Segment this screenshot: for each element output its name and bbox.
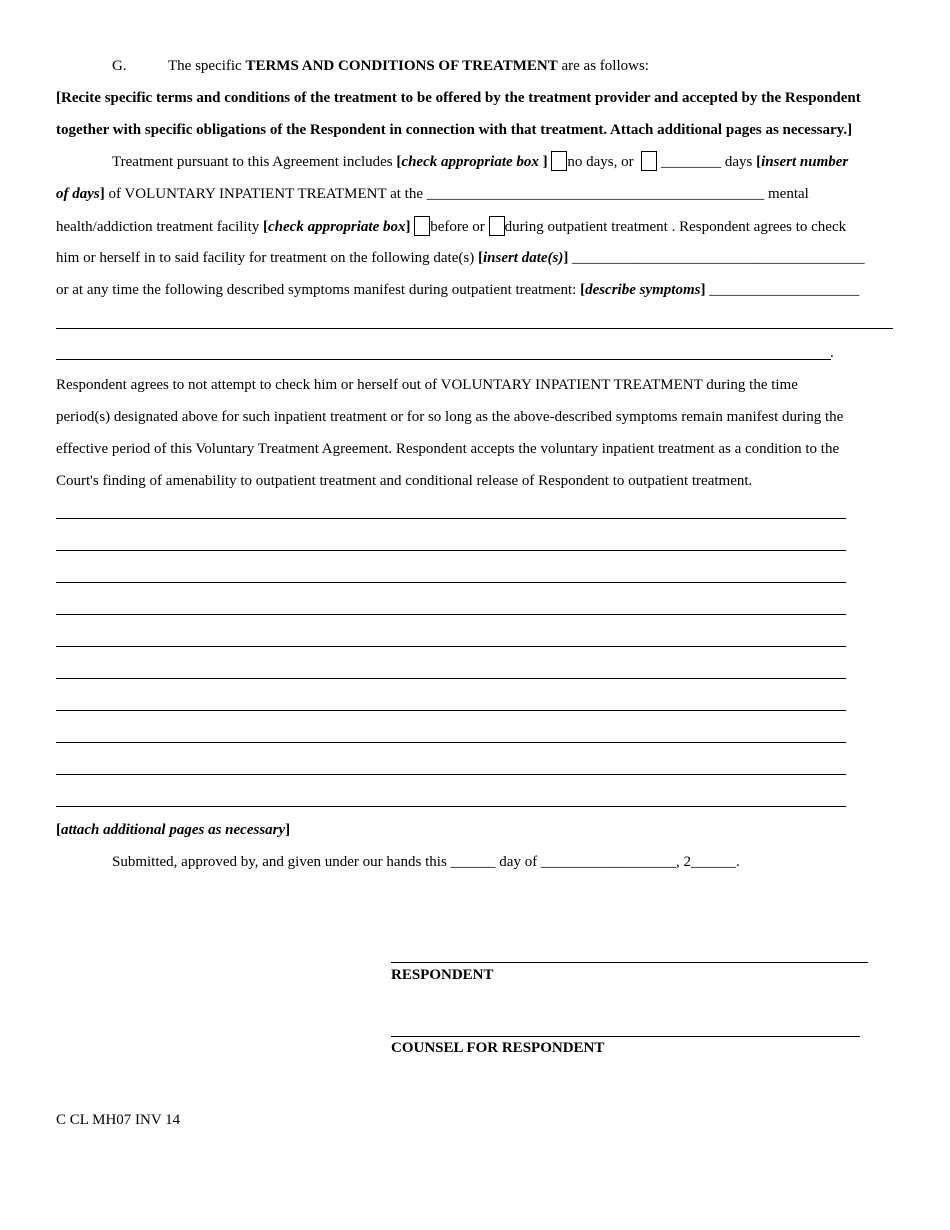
terms-blank-line[interactable] (56, 550, 846, 551)
facility-blank[interactable]: _____________________________________________ (426, 186, 765, 202)
terms-blank-line[interactable] (56, 806, 846, 807)
before-checkbox[interactable] (414, 216, 430, 236)
submitted-line[interactable]: Submitted, approved by, and given under our hands this ______ day of __________________, 2______. (112, 854, 740, 870)
bracket-close: ] (285, 822, 291, 838)
bracket-close: ] (542, 154, 548, 170)
terms-blank-line[interactable] (56, 582, 846, 583)
terms-blank-line[interactable] (56, 742, 846, 743)
respondent-signature-line[interactable] (391, 962, 868, 963)
days-blank[interactable]: ________ (661, 154, 722, 170)
insert-dates-label: insert date(s) (482, 250, 564, 266)
agreement-line-2: period(s) designated above for such inpatient treatment or for so long as the above-described symptoms remain manifest during the (56, 409, 844, 425)
form-code: C CL MH07 INV 14 (56, 1112, 181, 1128)
symptoms-blank[interactable]: ____________________ (709, 282, 860, 298)
treatment-prefix: Treatment pursuant to this Agreement includes (112, 154, 393, 170)
voluntary-inpatient-text: of VOLUNTARY INPATIENT TREATMENT at the (108, 186, 423, 202)
terms-blank-line[interactable] (56, 518, 846, 519)
bracket-open: [ (580, 282, 586, 298)
days-checkbox[interactable] (641, 151, 657, 171)
treatment-line-1 (112, 151, 894, 172)
terms-blank-line[interactable] (56, 614, 846, 615)
bracket-close: ] (405, 219, 411, 235)
terms-blank-line[interactable] (56, 678, 846, 679)
no-days-checkbox[interactable] (551, 151, 567, 171)
check-appropriate-box-label: check appropriate box (401, 154, 539, 170)
section-g-text (168, 56, 649, 76)
treatment-line-3 (56, 216, 894, 237)
terms-blank-line[interactable] (56, 774, 846, 775)
section-intro-prefix: The specific (168, 58, 242, 74)
instruction-line-1: [Recite specific terms and conditions of the treatment to be offered by the treatment provider and accepted by the Respondent (56, 90, 861, 106)
counsel-label: COUNSEL FOR RESPONDENT (391, 1040, 605, 1056)
bracket-open: [ (477, 250, 483, 266)
respondent-label: RESPONDENT (391, 967, 494, 983)
counsel-signature-line[interactable] (391, 1036, 860, 1037)
bracket-open: [ (756, 154, 762, 170)
symptoms-text: or at any time the following described symptoms manifest during outpatient treatment: (56, 282, 577, 298)
bracket-open: [ (396, 154, 402, 170)
bracket-open: [ (263, 219, 269, 235)
option-before: before or (430, 219, 485, 235)
bracket-close: ] (700, 282, 706, 298)
bracket-close: ] (99, 186, 105, 202)
option-no-days: no days, or (567, 154, 634, 170)
days-text: days (724, 154, 753, 170)
facility-type-text: health/addiction treatment facility (56, 219, 260, 235)
agreement-line-1: Respondent agrees to not attempt to check him or herself out of VOLUNTARY INPATIENT TREATMENT during the time (56, 377, 798, 393)
describe-symptoms-label: describe symptoms (585, 282, 701, 298)
treatment-line-5 (56, 280, 894, 300)
check-appropriate-box-label: check appropriate box (268, 219, 406, 235)
symptoms-end-period: . (830, 345, 834, 361)
bracket-open: [ (56, 822, 61, 838)
bracket-close: ] (563, 250, 569, 266)
attach-note (56, 820, 894, 840)
of-days-label: of days (56, 186, 100, 202)
section-intro-suffix: are as follows: (561, 58, 649, 74)
section-letter: G. (112, 58, 127, 74)
agreement-line-4: Court's finding of amenability to outpatient treatment and conditional release of Respondent to outpatient treatment. (56, 473, 753, 489)
treatment-line-2 (56, 184, 894, 204)
attach-note-text: attach additional pages as necessary (61, 822, 286, 838)
mental-text: mental (768, 186, 809, 202)
treatment-line-4 (56, 248, 894, 268)
dates-blank[interactable]: _______________________________________ (572, 250, 865, 266)
symptoms-blank-line-1[interactable] (56, 328, 893, 329)
during-checkbox[interactable] (489, 216, 505, 236)
symptoms-blank-line-2[interactable] (56, 359, 831, 360)
agreement-line-3: effective period of this Voluntary Treatment Agreement. Respondent accepts the voluntary inpatient treatment as a condition to the (56, 441, 840, 457)
instruction-line-2: together with specific obligations of the Respondent in connection with that treatment. Attach additional pages as necessary.] (56, 122, 853, 138)
section-intro-bold: TERMS AND CONDITIONS OF TREATMENT (245, 58, 558, 74)
insert-number-label: insert number (761, 154, 849, 170)
option-during: during outpatient treatment . Respondent agrees to check (504, 219, 847, 235)
terms-blank-line[interactable] (56, 646, 846, 647)
dates-text: him or herself in to said facility for treatment on the following date(s) (56, 250, 475, 266)
terms-blank-line[interactable] (56, 710, 846, 711)
